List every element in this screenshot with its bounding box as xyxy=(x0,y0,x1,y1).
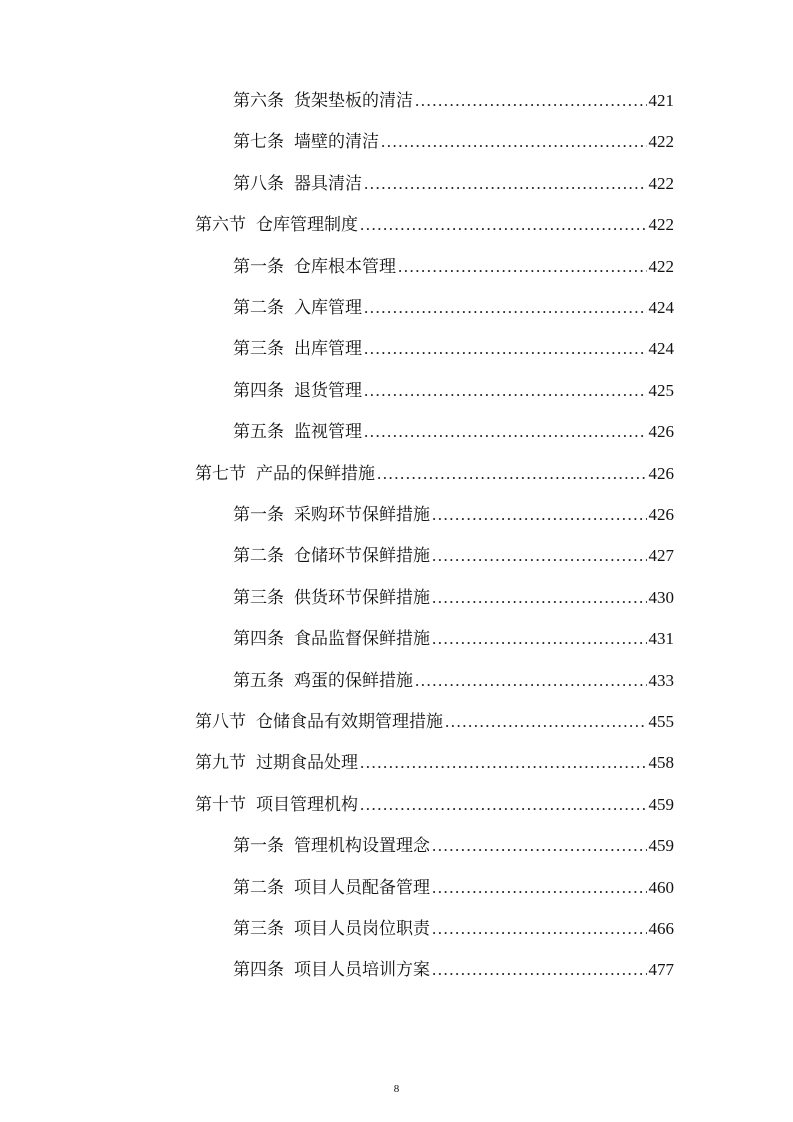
toc-entry-page: 433 xyxy=(648,670,674,690)
toc-entry-page: 426 xyxy=(648,422,674,442)
dot-leader xyxy=(398,254,647,280)
toc-entry-prefix: 第四条 xyxy=(233,629,284,650)
dot-leader xyxy=(364,171,647,197)
toc-entry-page: 458 xyxy=(648,753,674,773)
dot-leader xyxy=(364,336,647,362)
toc-entry-title: 过期食品处理 xyxy=(256,753,358,774)
dot-leader xyxy=(432,626,647,652)
dot-leader xyxy=(432,875,647,901)
toc-entry-prefix: 第一条 xyxy=(233,505,284,525)
toc-entry-title: 入库管理 xyxy=(294,298,362,318)
dot-leader xyxy=(364,378,647,404)
toc-entry-prefix: 第二条 xyxy=(233,298,284,318)
toc-entry[interactable] xyxy=(233,916,674,942)
toc-entry[interactable] xyxy=(233,626,674,652)
toc-entry-title: 监视管理 xyxy=(294,422,362,443)
toc-entry-page: 424 xyxy=(648,339,674,359)
toc-entry-page: 477 xyxy=(648,960,674,980)
dot-leader xyxy=(377,461,647,487)
toc-entry[interactable] xyxy=(233,88,674,114)
toc-entry-prefix: 第四条 xyxy=(233,960,284,981)
toc-entry[interactable] xyxy=(233,668,674,694)
dot-leader xyxy=(432,916,647,942)
toc-entry-prefix: 第八节 xyxy=(195,712,246,732)
toc-entry[interactable] xyxy=(233,875,674,901)
toc-entry-title: 供货环节保鲜措施 xyxy=(294,587,430,608)
toc-entry-prefix: 第五条 xyxy=(233,422,284,443)
toc-entry-title: 管理机构设置理念 xyxy=(294,836,430,857)
toc-entry[interactable] xyxy=(233,129,674,155)
toc-entry-page: 430 xyxy=(648,587,674,607)
toc-entry-prefix: 第九节 xyxy=(195,753,246,774)
toc-entry-prefix: 第三条 xyxy=(233,587,284,608)
toc-entry-page: 460 xyxy=(648,877,674,897)
toc-entry-title: 鸡蛋的保鲜措施 xyxy=(294,670,413,691)
toc-entry-prefix: 第一条 xyxy=(233,256,284,277)
toc-entry-prefix: 第七条 xyxy=(233,132,284,153)
toc-entry-prefix: 第六节 xyxy=(195,215,246,236)
toc-entry-title: 货架垫板的清洁 xyxy=(294,91,413,111)
toc-entry-prefix: 第六条 xyxy=(233,91,284,111)
toc-entry-prefix: 第七节 xyxy=(195,463,246,484)
dot-leader xyxy=(360,212,647,238)
toc-entry-page: 421 xyxy=(648,91,674,110)
toc-entry-page: 431 xyxy=(648,629,674,649)
toc-entry-page: 427 xyxy=(648,546,674,566)
toc-entry-prefix: 第五条 xyxy=(233,670,284,691)
toc-entry[interactable] xyxy=(233,957,674,983)
toc-entry-title: 产品的保鲜措施 xyxy=(256,463,375,484)
toc-entry-prefix: 第三条 xyxy=(233,919,284,939)
toc-entry-page: 422 xyxy=(648,256,674,276)
dot-leader xyxy=(364,295,647,321)
toc-entry-page: 422 xyxy=(648,173,674,193)
dot-leader xyxy=(360,750,647,776)
toc-entry-prefix: 第一条 xyxy=(233,836,284,857)
toc-entry-prefix: 第四条 xyxy=(233,380,284,401)
page-number: 8 xyxy=(393,1083,400,1095)
toc-entry-page: 466 xyxy=(648,919,674,938)
toc-entry-section[interactable] xyxy=(195,792,674,818)
toc-entry-title: 出库管理 xyxy=(294,339,362,360)
toc-entry[interactable] xyxy=(233,419,674,445)
toc-entry-title: 仓储环节保鲜措施 xyxy=(294,546,430,567)
dot-leader xyxy=(415,668,647,694)
toc-entry-title: 采购环节保鲜措施 xyxy=(294,505,430,525)
dot-leader xyxy=(432,833,647,859)
dot-leader xyxy=(415,88,647,114)
toc-entry[interactable] xyxy=(233,543,674,569)
toc-entry[interactable] xyxy=(233,833,674,859)
dot-leader xyxy=(432,502,647,528)
toc-entry-prefix: 第二条 xyxy=(233,877,284,898)
toc-entry-page: 426 xyxy=(648,463,674,483)
toc-entry-page: 422 xyxy=(648,132,674,152)
toc-entry[interactable] xyxy=(233,254,674,280)
dot-leader xyxy=(432,957,647,983)
toc-entry-section[interactable] xyxy=(195,709,674,735)
toc-entry-prefix: 第八条 xyxy=(233,173,284,194)
toc-entry[interactable] xyxy=(233,295,674,321)
toc-entry-page: 459 xyxy=(648,836,674,856)
toc-entry-title: 仓库管理制度 xyxy=(256,215,358,236)
toc-entry-title: 项目人员配备管理 xyxy=(294,877,430,898)
toc-entry[interactable] xyxy=(233,171,674,197)
toc-entry-page: 459 xyxy=(648,794,674,814)
toc-entry-title: 项目管理机构 xyxy=(256,794,358,815)
toc-entry-title: 仓库根本管理 xyxy=(294,256,396,277)
toc-entry-section[interactable] xyxy=(195,750,674,776)
dot-leader xyxy=(432,585,647,611)
dot-leader xyxy=(432,543,647,569)
toc-entry-title: 项目人员岗位职责 xyxy=(294,919,430,939)
dot-leader xyxy=(360,792,647,818)
toc-entry-title: 食品监督保鲜措施 xyxy=(294,629,430,650)
toc-entry-prefix: 第三条 xyxy=(233,339,284,360)
toc-entry-page: 422 xyxy=(648,215,674,235)
toc-entry[interactable] xyxy=(233,585,674,611)
toc-entry[interactable] xyxy=(233,502,674,528)
dot-leader xyxy=(364,419,647,445)
toc-entry-section[interactable] xyxy=(195,461,674,487)
toc-entry-title: 项目人员培训方案 xyxy=(294,960,430,981)
toc-entry-title: 墙壁的清洁 xyxy=(294,132,379,153)
toc-entry-prefix: 第十节 xyxy=(195,794,246,815)
toc-entry-page: 455 xyxy=(648,712,674,731)
dot-leader xyxy=(445,709,647,735)
toc-entry-title: 仓储食品有效期管理措施 xyxy=(256,712,443,732)
toc-entry-prefix: 第二条 xyxy=(233,546,284,567)
toc-entry-title: 退货管理 xyxy=(294,380,362,401)
toc-entry-page: 425 xyxy=(648,380,674,400)
toc-entry[interactable] xyxy=(233,336,674,362)
toc-entry-page: 426 xyxy=(648,505,674,524)
dot-leader xyxy=(381,129,647,155)
toc-entry-section[interactable] xyxy=(195,212,674,238)
toc-entry-page: 424 xyxy=(648,298,674,317)
toc-entry-title: 器具清洁 xyxy=(294,173,362,194)
toc-entry[interactable] xyxy=(233,378,674,404)
